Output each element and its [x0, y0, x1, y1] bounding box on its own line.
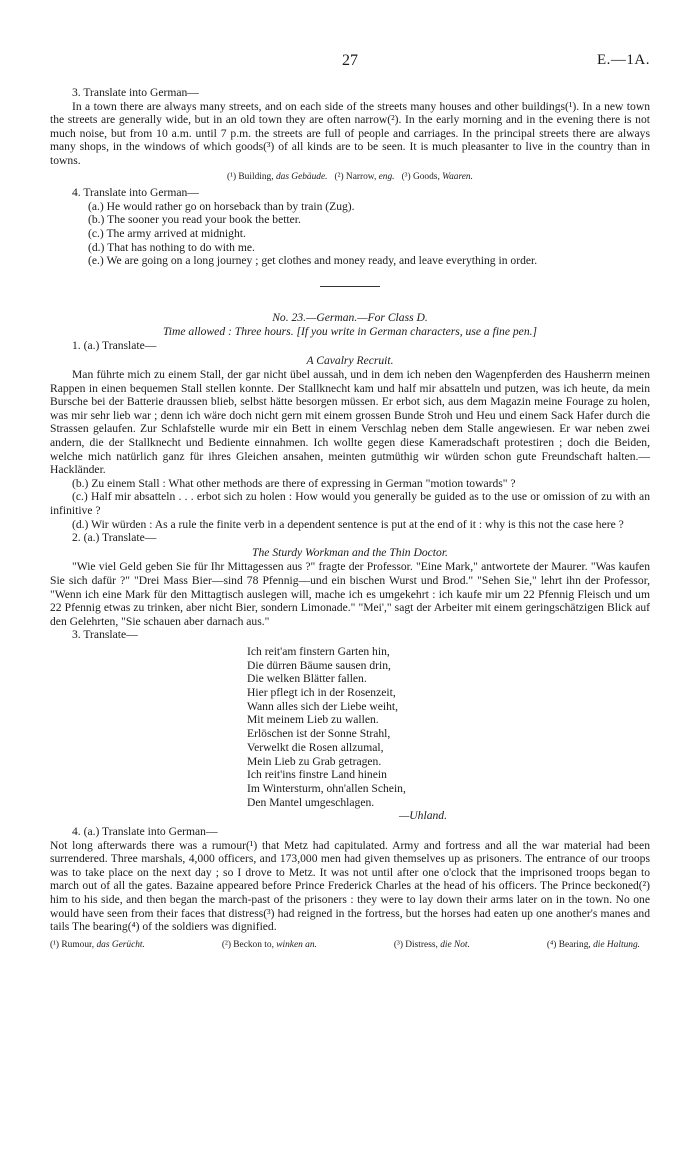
- passage-text: Man führte mich zu einem Stall, der gar nicht übel aussah, und in dem ich neben den Wagenpferden des Hausherrn meinen Rappen in einen bequemen Stall stellen konnte. Der Stallknecht kam und half mir absatteln und putzen, was ich heute, da mein Bursche bei der Batterie draussen blieb, selbst hätte besorgen müssen. Er erbot sich, aus dem Magazin meine Fourage zu holen, was mir sehr lieb war ; denn ich wäre doch nicht gern mit einem grossen Bunde Stroh und Heu und einem Sack Hafer durch die Strassen gelaufen. Zur Schlafstelle wurde mir ein Bett in einem Verschlag neben dem Stalle angewiesen. Er war neben zwei andern, die der Stallknecht und Bediente einnahmen. Ich wollte gegen diese Kameradschaft protestiren ; doch die Beiden, welche mich natürlich ganz für ihres Gleichen ansahen, meinten gutmüthig wir würden schon gute Freundschaft halten.—Hackländer.: [50, 368, 650, 477]
- section-class-d: [50, 311, 650, 953]
- footnote-1-german: das Gebäude.: [275, 171, 328, 182]
- question-4a-footnotes: [50, 939, 650, 953]
- question-4-list: [88, 200, 650, 268]
- question-1c: (c.) Half mir absatteln . . . erbot sich zu holen : How would you generally be guided as to the use or omission of zu with an infinitive ?: [50, 490, 650, 518]
- list-item: (e.) We are going on a long journey ; get clothes and money ready, and leave everything in order.: [88, 254, 538, 268]
- poem: [247, 645, 650, 809]
- footnote-english: (⁴) Bearing,: [546, 939, 594, 950]
- footnote-3-german: Waaren.: [442, 171, 473, 182]
- poem-line: Den Mantel umgeschlagen.: [247, 795, 375, 809]
- section-divider: [320, 286, 380, 287]
- question-3-label: 3. Translate into German—: [72, 86, 199, 99]
- question-4a-text: Not long afterwards there was a rumour(¹) that Metz had capitulated. Army and fortress and all the war material had been surrendered. Three marshals, 4,000 officers, and 173,000 men had given themselves up as prisoners. The entrance of our troops was to take place on the next day ; so I drove to Metz. It was not until after one o'clock that the imprisoned troops began to march out of all the gates. Bazaine appeared before Prince Frederick Charles at the head of his officers. The Prince beckoned(²) him to his side, and then began the march-past of the prisoners : they were to lay down their arms later on in the town. No one would have seen from their faces that distress(³) had reigned in the fortress, but the horses had eaten up one another's manes and tails The bearing(⁴) of the soldiers was dignified.: [50, 838, 650, 934]
- question-3-footnotes: [50, 171, 650, 185]
- document-code: E.—1A.: [597, 52, 650, 68]
- passage-title: A Cavalry Recruit.: [306, 353, 394, 367]
- section-title: No. 23.—German.—For Class D.: [272, 310, 428, 324]
- footnote-2-german: eng.: [378, 171, 395, 182]
- passage-title: The Sturdy Workman and the Thin Doctor.: [252, 545, 448, 559]
- page-number: 27: [342, 52, 358, 69]
- footnote-english: (²) Beckon to,: [221, 939, 277, 950]
- poem-line: Im Wintersturm, ohn'allen Schein,: [247, 782, 406, 795]
- footnote-english: (³) Distress,: [393, 939, 441, 950]
- poem-line: Verwelkt die Rosen allzumal,: [247, 740, 384, 754]
- footnote-3: (³) Goods,: [401, 171, 443, 182]
- footnote-item: [547, 939, 640, 953]
- footnote-german: das Gerücht.: [96, 939, 145, 950]
- question-3-text: In a town there are always many streets, and on each side of the streets many houses and other buildings(¹). In a new town the streets are generally wide, but in an old town they are often narrow(²). In the early morning and in the evening there is not much noise, but from 10 a.m. until 7 p.m. the streets are full of people and carriages. In the principal streets there are always many shops, in the windows of which goods(³) of all kinds are to be seen. It is much pleasanter to live in the country than in towns.: [50, 99, 650, 167]
- poem-line: Erlöschen ist der Sonne Strahl,: [247, 727, 391, 741]
- footnote-item: [222, 939, 317, 953]
- footnote-english: (¹) Rumour,: [50, 939, 97, 950]
- page-header: [50, 50, 650, 72]
- question-4-label: 4. Translate into German—: [72, 186, 199, 200]
- poem-line: Die welken Blätter fallen.: [247, 672, 367, 686]
- document-page: [50, 50, 650, 952]
- footnote-german: die Haltung.: [593, 939, 640, 950]
- list-item: (c.) The army arrived at midnight.: [88, 226, 246, 240]
- time-allowed: Time allowed : Three hours. [If you write in German characters, use a fine pen.]: [162, 325, 538, 339]
- question-4a-label: 4. (a.) Translate into German—: [72, 825, 218, 838]
- poem-author: —Uhland.: [399, 809, 447, 823]
- footnote-item: [394, 939, 470, 953]
- list-item: (b.) The sooner you read your book the better.: [88, 213, 301, 227]
- footnote-2: (²) Narrow,: [334, 171, 379, 182]
- footnote-german: die Not.: [440, 939, 470, 950]
- question-2a-label: 2. (a.) Translate—: [72, 531, 157, 545]
- footnote-item: [50, 939, 145, 953]
- list-item: (a.) He would rather go on horseback than by train (Zug).: [88, 199, 355, 213]
- poem-line: Ich reit'am finstern Garten hin,: [247, 644, 390, 658]
- footnote-1: (¹) Building,: [227, 171, 276, 182]
- poem-line: Mein Lieb zu Grab getragen.: [247, 754, 382, 768]
- question-1d: (d.) Wir würden : As a rule the finite verb in a dependent sentence is put at the end of it : why is this not the case here ?: [72, 517, 624, 531]
- poem-line: Die dürren Bäume sausen drin,: [247, 658, 391, 672]
- poem-line: Wann alles sich der Liebe weiht,: [247, 699, 399, 713]
- poem-line: Ich reit'ins finstre Land hinein: [247, 768, 387, 782]
- question-1b: (b.) Zu einem Stall : What other methods are there of expressing in German "motion towards" ?: [72, 476, 516, 490]
- section-class-c-continued: [50, 86, 650, 268]
- footnote-german: winken an.: [276, 939, 317, 950]
- passage-text: "Wie viel Geld geben Sie für Ihr Mittagessen aus ?" fragte der Professor. "Eine Mark," antwortete der Maurer. "Was kaufen Sie sich dafür ?" "Drei Mass Bier—sind 78 Pfennig—und ein bischen Wurst und Brod." "Sehen Sie," lehrt ihn der Professor, "Wenn ich eine Mark für den Mittagtisch auslegen will, mache ich es umgekehrt : ich kaufe mir um 22 Pfennig Fleisch und um 22 Pfennig etwas zu trinken, aber nicht Bier, sondern Limonade." "Mei'," sagt der Arbeiter mit einem geringschätzigen Blick auf den Gelehrten, "Sie schauen aber darnach aus.": [50, 560, 650, 628]
- list-item: (d.) That has nothing to do with me.: [88, 240, 255, 254]
- question-3-label: 3. Translate—: [72, 628, 138, 642]
- poem-line: Mit meinem Lieb zu wallen.: [247, 713, 379, 727]
- question-1a-label: 1. (a.) Translate—: [72, 338, 157, 352]
- poem-line: Hier pflegt ich in der Rosenzeit,: [247, 686, 396, 700]
